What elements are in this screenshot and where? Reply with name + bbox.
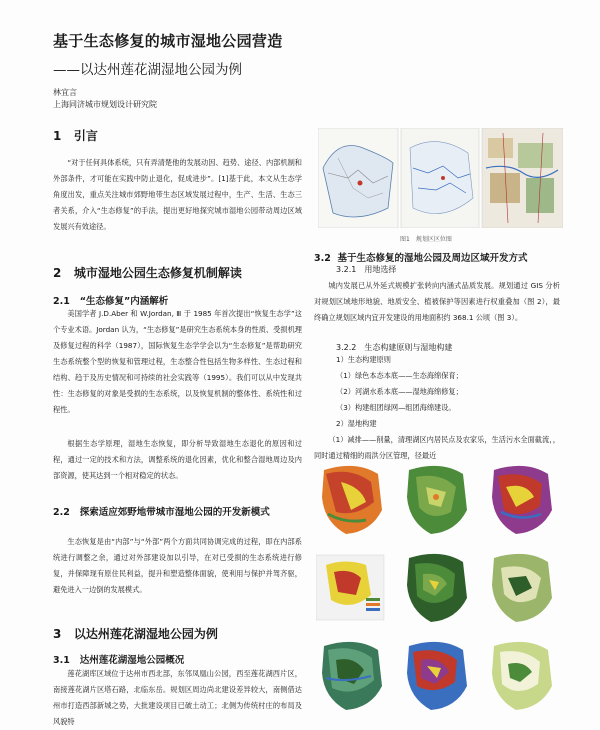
section-title: 引言 bbox=[73, 129, 98, 143]
analysis-map-4 bbox=[316, 555, 384, 620]
section-2-heading bbox=[53, 264, 242, 281]
paragraph-3-1: 莲花湖库区域位于达州市西北部，东邻凤凰山公园，西至莲花湖西片区，南接莲花湖片区塔石路，北临东岳。规划区周边尚北建设差异较大，南侧借达州市打造西部新城之势，大批建设项目已破土动工；北侧为传统村庄的布局及风貌特 bbox=[53, 669, 302, 726]
subsection-title: 达州莲花湖湿地公园概况 bbox=[79, 655, 185, 666]
paragraph-2-1-b: 根据生态学原理，湿地生态恢复，即分析导致湿地生态退化的原因和过程，通过一定的技术和方法，调整系统的退化因素，优化和整合湿地周边及内部资源，使其达到一个相对稳定的状态。 bbox=[53, 439, 302, 480]
site-marker bbox=[441, 176, 445, 180]
region-outline bbox=[323, 146, 393, 218]
author-name: 林宜言 bbox=[53, 88, 77, 97]
subsection-number: 2.2 bbox=[53, 507, 70, 518]
subsection-3-2-2: 3.2.2 生态构建原则与湿地构建 bbox=[336, 343, 453, 352]
subsection-number: 3.1 bbox=[53, 655, 70, 666]
section-1-heading bbox=[53, 127, 98, 144]
subsection-title: 探索适应郊野地带城市湿地公园的开发新模式 bbox=[79, 507, 270, 518]
analysis-map-1 bbox=[322, 466, 382, 534]
analysis-map-2 bbox=[407, 466, 467, 534]
paragraph-2-1-a: 美国学者 J.D.Aber 和 W.Jordan, Ⅲ 于 1985 年首次提出“恢复生态学”这个专业术语。Jordan 认为，“生态修复”是研究生态系统本身的性质、受损机理及修复过程的科学（1987），国际恢复生态学学会以为“生态修复”是帮助研究生态系统整个型的恢复和管理过程，生态整合性包括生物多样性、生态过程和结构、趋于及历史情况和可持续的社会实践等（1995）。我们可以从中发现共性：生态修复的对象是受损的生态系统，以及恢复机制的整体性、系统性和过程性。 bbox=[53, 309, 302, 414]
analysis-map-5 bbox=[407, 554, 467, 622]
principle-heading: 1）生态构建原则 bbox=[336, 355, 391, 364]
principle-item: （2）河湖水系本底——湿地海绵修复； bbox=[336, 387, 463, 396]
paragraph-wetland: （1）减排——削量，清理湖区内居民点及农家乐，生活污水全面截流，，同时通过精细的雨洪分区管理，径最近 bbox=[314, 435, 560, 460]
principle-item: （1）绿色本态本底——生态海绵保育； bbox=[336, 371, 463, 380]
land-block bbox=[490, 173, 520, 203]
subsection-2-2-heading bbox=[53, 505, 302, 520]
subsection-2-1-heading bbox=[53, 293, 168, 307]
section-number: 3 bbox=[53, 627, 62, 641]
section-title: 以达州莲花湖湿地公园为例 bbox=[73, 627, 218, 641]
subsection-number: 3.2 bbox=[314, 253, 331, 264]
wetland-heading: 2）湿地构建 bbox=[336, 419, 377, 428]
paragraph-3-2-1: 城内发展已从外延式规模扩张转向内涵式品质发展。规划通过 GIS 分析对规划区域地形地貌、地质安全、植被保护等因素进行权重叠加（图 2），最终确立规划区域内宜开发建设的用地面积约 368.1 公顷（图 3）。 bbox=[314, 281, 560, 322]
figure-1-location-maps bbox=[318, 128, 563, 228]
analysis-map-7 bbox=[322, 642, 382, 710]
figure-2-analysis-maps bbox=[316, 462, 564, 727]
paper-title: 基于生态修复的城市湿地公园营造 bbox=[53, 32, 283, 50]
section-number: 2 bbox=[53, 266, 62, 280]
affiliation: 上海同济城市规划设计研究院 bbox=[53, 100, 157, 109]
subsection-3-1-heading bbox=[53, 652, 184, 666]
analysis-map-9 bbox=[492, 642, 552, 710]
analysis-map-3 bbox=[492, 466, 552, 534]
subsection-title: “生态修复”内涵解析 bbox=[79, 296, 169, 307]
subsection-title: 基于生态修复的湿地公园及周边区域开发方式 bbox=[337, 253, 528, 264]
subsection-number: 2.1 bbox=[53, 296, 70, 307]
paragraph-2-2: 生态恢复是由“内部”与“外部”两个方面共同协调完成的过程，即在内部系统进行调整之余，通过对外部建设加以引导，在对已受损的生态系统进行修复，并保障现有原住民利益，提升和塑造整体面貌，使利用与保护并驾齐驱，避免进入一边倒的发展模式。 bbox=[53, 537, 302, 594]
land-block bbox=[488, 138, 513, 158]
subsection-3-2-heading bbox=[314, 250, 527, 264]
site-marker bbox=[358, 181, 363, 186]
paper-subtitle: ——以达州莲花湖湿地公园为例 bbox=[53, 62, 242, 78]
analysis-map-8 bbox=[407, 642, 467, 710]
figure-1-svg bbox=[318, 128, 563, 228]
intro-paragraph: “对于任何具体系统，只有弄清楚他的发展动因、趋势、途径、内部机制和外部条件，才可能在实践中防止退化，促成进步”。[1]基于此，本文从生态学角度出发，重点关注城市郊野地带生态区域发展过程中，生产、生活、生态三者关系，介入“生态修复”的手法，提出更好地探究城市湿地公园带动周边区域发展兴有效途径。 bbox=[53, 158, 302, 231]
principle-item: （3）构建组团绿网—组团海绵建设。 bbox=[336, 403, 456, 412]
section-3-heading bbox=[53, 625, 218, 642]
figure-1-caption: 图1 规划区区位图 bbox=[400, 236, 452, 243]
land-block bbox=[518, 143, 553, 168]
analysis-map-6 bbox=[492, 554, 552, 622]
section-number: 1 bbox=[53, 129, 62, 143]
section-title: 城市湿地公园生态修复机制解读 bbox=[73, 266, 242, 280]
subsection-3-2-1: 3.2.1 用地选择 bbox=[336, 265, 397, 274]
